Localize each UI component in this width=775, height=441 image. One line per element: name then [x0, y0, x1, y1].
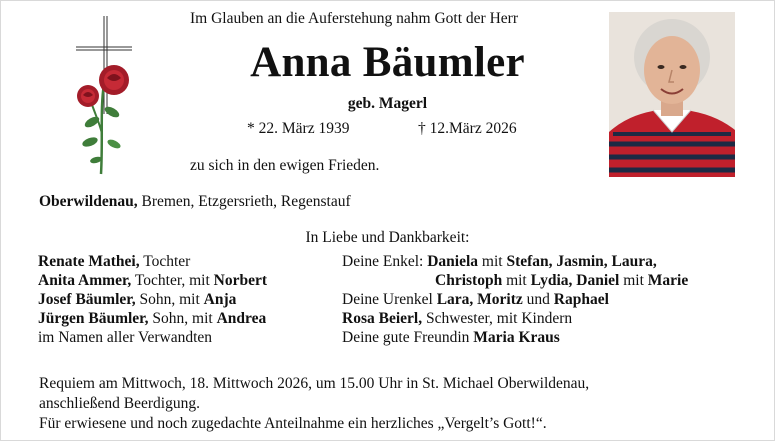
- death-date: † 12.März 2026: [418, 120, 517, 137]
- sister-line: Rosa Beierl, Schwester, mit Kindern: [342, 310, 573, 327]
- thanks-line: In Liebe und Dankbarkeit:: [305, 229, 470, 246]
- footer-notes: [39, 374, 589, 434]
- requiem-line: Requiem am Mittwoch, 18. Mittwoch 2026, um 15.00 Uhr in St. Michael Oberwildenau,: [39, 375, 590, 392]
- grandchildren-line-1: Deine Enkel: Daniela mit Stefan, Jasmin, Laura,: [342, 253, 657, 270]
- great-grandchildren-line: Deine Urenkel Lara, Moritz und Raphael: [342, 291, 609, 308]
- mourner-row: Anita Ammer, Tochter, mit Norbert: [38, 272, 268, 289]
- grandchildren-line-2: Christoph mit Lydia, Daniel mit Marie: [435, 272, 689, 289]
- faith-line: Im Glauben an die Auferstehung nahm Gott der Herr: [190, 10, 518, 27]
- birth-date: * 22. März 1939: [247, 120, 350, 137]
- mourner-row: im Namen aller Verwandten: [38, 329, 213, 346]
- mourners-left-column: [38, 252, 267, 347]
- mourner-row: Renate Mathei, Tochter: [38, 253, 191, 270]
- gratitude-line: Für erwiesene und noch zugedachte Anteilnahme ein herzliches „Vergelt’s Gott!“.: [39, 415, 547, 432]
- places-line: [39, 193, 351, 211]
- peace-line: zu sich in den ewigen Frieden.: [190, 157, 380, 174]
- friend-line: Deine gute Freundin Maria Kraus: [342, 329, 560, 346]
- burial-line: anschließend Beerdigung.: [39, 395, 200, 412]
- place-rest: Bremen, Etzgersrieth, Regenstauf: [137, 193, 351, 210]
- mourner-row: Josef Bäumler, Sohn, mit Anja: [38, 291, 237, 308]
- place-main: Oberwildenau,: [39, 193, 138, 210]
- mourner-row: Jürgen Bäumler, Sohn, mit Andrea: [38, 310, 267, 327]
- maiden-name: geb. Magerl: [347, 95, 428, 112]
- mourners-right-column: [342, 252, 688, 347]
- deceased-name: Anna Bäumler: [250, 39, 525, 86]
